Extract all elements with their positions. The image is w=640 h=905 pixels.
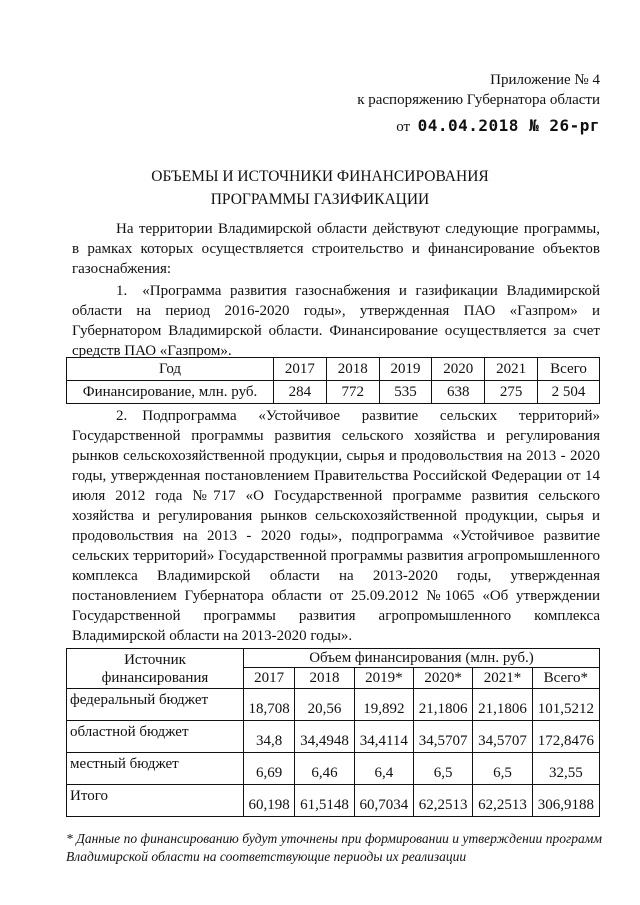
table-cell: 306,9188 [532, 785, 599, 817]
table-header-cell: 2017 [274, 358, 327, 381]
table-cell: 60,198 [244, 785, 295, 817]
table-cell: 34,8 [244, 721, 295, 753]
table-row [67, 381, 600, 404]
table-row-label: Финансирование, млн. руб. [67, 381, 274, 404]
document-title-line2: ПРОГРАММЫ ГАЗИФИКАЦИИ [210, 191, 430, 208]
program-1-table [66, 357, 600, 404]
table-row [67, 753, 600, 785]
table-header-cell: 2021 [485, 358, 538, 381]
table-cell: 101,5212 [532, 689, 599, 721]
date-stamp: 04.04.2018 № 26-рг [417, 116, 600, 135]
table-cell: 34,5707 [414, 721, 473, 753]
program-2-table [66, 648, 600, 817]
table-header-cell: 2019* [354, 668, 413, 689]
table-row-label: областной бюджет [67, 721, 244, 753]
program-2-paragraph: 2. Подпрограмма «Устойчивое развитие сельских территорий» Государственной программы развития сельского хозяйства и регулирования рынков сельскохозяйственной продукции, сырья и продовольствия на 2013 - 2020 годы, утвержденная постановлением Правительства Российской Федерации от 14 июля 2012 года №717 «О Государственной программе развития сельского хозяйства и регулирования рынков сельскохозяйственной продукции, сырья и продовольствия на 2013 - 2020 годы», подпрограмма «Устойчивое развитие сельских территорий» Государственной программы развития агропромышленного комплекса Владимирской области на 2013-2020 годы, утвержденная постановлением Губернатора области от 25.09.2012 №1065 «Об утверждении Государственной программы развития агропромышленного комплекса Владимирской области на 2013-2020 годы». [72, 408, 600, 644]
table-header-cell: 2020 [432, 358, 485, 381]
footnote: * Данные по финансированию будут уточнены при формировании и утверждении программ Владимирской области на соответствующие периоды их реализации [66, 831, 602, 864]
table-cell: 535 [379, 381, 432, 404]
table-header-source: Источник финансирования [67, 649, 244, 689]
table-cell: 60,7034 [354, 785, 413, 817]
document-title-line1: ОБЪЕМЫ И ИСТОЧНИКИ ФИНАНСИРОВАНИЯ [151, 168, 489, 185]
table-cell: 6,4 [354, 753, 413, 785]
table-cell: 18,708 [244, 689, 295, 721]
table-cell: 32,55 [532, 753, 599, 785]
table-header-volume: Объем финансирования (млн. руб.) [244, 649, 600, 668]
table-cell: 172,8476 [532, 721, 599, 753]
table-header-cell: Год [67, 358, 274, 381]
table-row [67, 649, 600, 668]
table-row-label: Итого [67, 785, 244, 817]
table-cell: 34,4114 [354, 721, 413, 753]
table-cell: 772 [326, 381, 379, 404]
table-header-cell: 2018 [295, 668, 354, 689]
table-cell: 20,56 [295, 689, 354, 721]
table-row-label: местный бюджет [67, 753, 244, 785]
appendix-number: Приложение № 4 [490, 72, 600, 88]
table-cell: 34,5707 [473, 721, 532, 753]
table-header-cell: Всего* [532, 668, 599, 689]
table-cell: 6,5 [473, 753, 532, 785]
program-1-paragraph: 1. «Программа развития газоснабжения и газификации Владимирской области на период 2016-2020 годы», утвержденная ПАО «Газпром» и Губернатором Владимирской области. Финансирование осуществляется за счет средств ПАО «Газпром». [72, 283, 600, 359]
intro-paragraph: На территории Владимирской области действуют следующие программы, в рамках которых осуществляется строительство и финансирование объектов газоснабжения: [72, 221, 600, 277]
table-cell: 62,2513 [473, 785, 532, 817]
table-cell: 61,5148 [295, 785, 354, 817]
table-cell: 2 504 [537, 381, 599, 404]
table-header-cell: 2018 [326, 358, 379, 381]
table-cell: 62,2513 [414, 785, 473, 817]
table-header-cell: 2020* [414, 668, 473, 689]
table-cell: 6,69 [244, 753, 295, 785]
appendix-reference: к распоряжению Губернатора области [357, 92, 600, 108]
table-cell: 6,46 [295, 753, 354, 785]
table-cell: 6,5 [414, 753, 473, 785]
table-cell: 21,1806 [473, 689, 532, 721]
table-cell: 21,1806 [414, 689, 473, 721]
table-row [67, 358, 600, 381]
from-label: от [396, 119, 411, 135]
table-header-cell: Всего [537, 358, 599, 381]
table-row [67, 689, 600, 721]
table-header-cell: 2021* [473, 668, 532, 689]
appendix-header [357, 70, 600, 137]
table-cell: 638 [432, 381, 485, 404]
table-cell: 284 [274, 381, 327, 404]
table-header-cell: 2019 [379, 358, 432, 381]
table-row [67, 785, 600, 817]
table-row [67, 721, 600, 753]
table-header-cell: 2017 [244, 668, 295, 689]
appendix-date-line [357, 116, 600, 137]
table-cell: 19,892 [354, 689, 413, 721]
table-cell: 275 [485, 381, 538, 404]
table-row-label: федеральный бюджет [67, 689, 244, 721]
table-cell: 34,4948 [295, 721, 354, 753]
